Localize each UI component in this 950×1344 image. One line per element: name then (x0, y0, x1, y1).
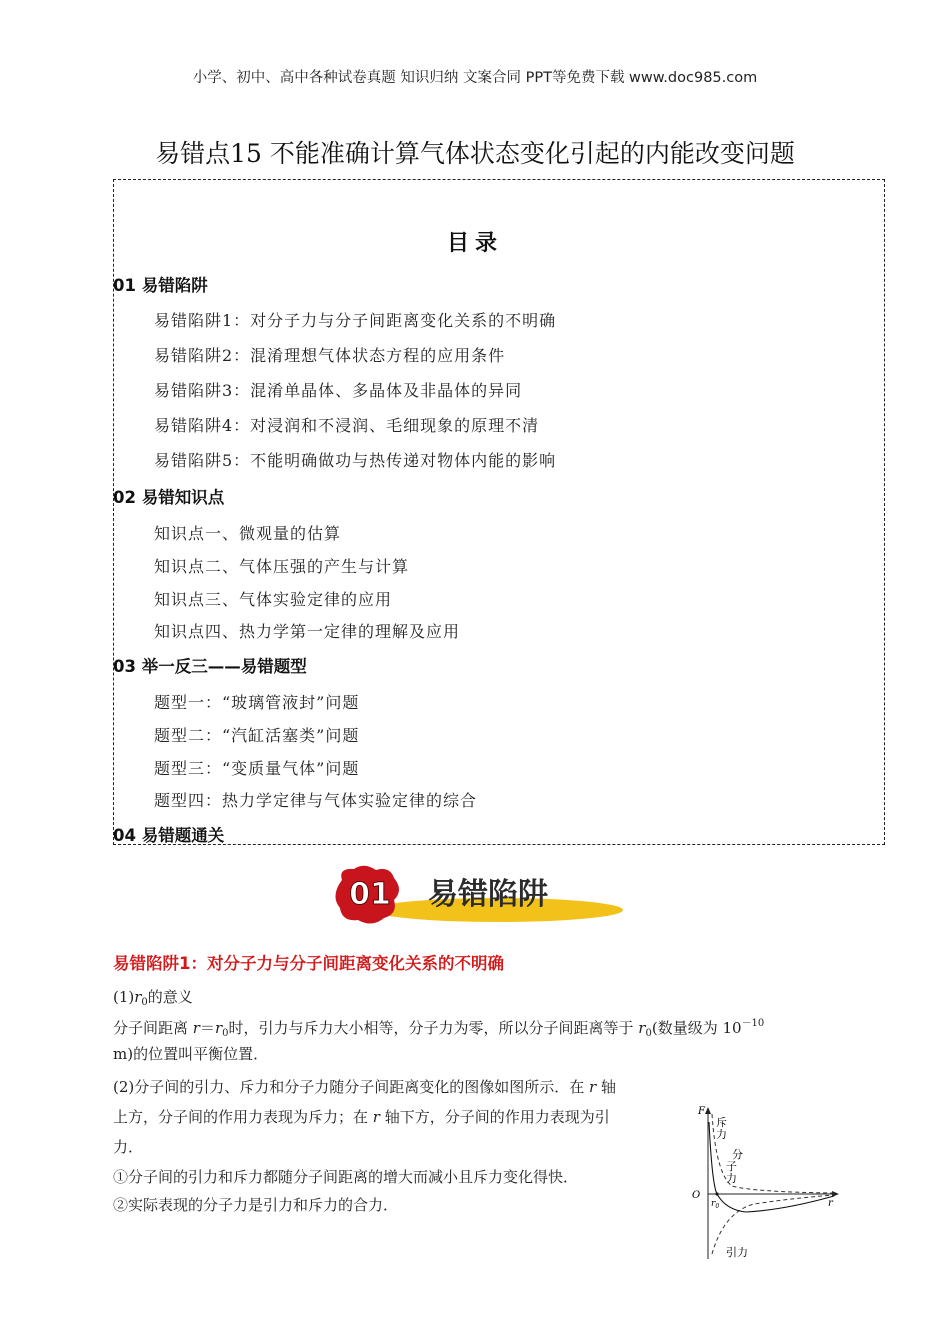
net-force-label: 子 (726, 1160, 737, 1173)
banner-title: 易错陷阱 (428, 877, 548, 912)
toc-heading: 目录 (446, 231, 503, 256)
toc-section-01[interactable]: 01 易错陷阱 (113, 276, 208, 295)
toc-item[interactable]: 题型一：“玻璃管液封”问题 (154, 693, 360, 712)
repulsion-label: 力 (716, 1128, 727, 1141)
origin-label: O (692, 1190, 701, 1201)
document-title: 易错点15 不能准确计算气体状态变化引起的内能改变问题 (155, 139, 795, 168)
toc-section-02[interactable]: 02 易错知识点 (113, 488, 225, 507)
toc-section-03[interactable]: 03 举一反三——易错题型 (113, 657, 307, 676)
toc-section-04[interactable]: 04 易错题通关 (113, 826, 225, 845)
toc-item[interactable]: 易错陷阱1：对分子力与分子间距离变化关系的不明确 (154, 311, 557, 330)
paragraph: m)的位置叫平衡位置． (113, 1045, 269, 1063)
toc-item[interactable]: 易错陷阱3：混淆单晶体、多晶体及非晶体的异同 (154, 381, 523, 400)
paragraph: 力． (113, 1138, 144, 1156)
molecular-force-figure (684, 1104, 844, 1264)
banner-number: 01 (349, 877, 391, 912)
r0-label: $r_0$ (711, 1199, 720, 1210)
page-header: 小学、初中、高中各种试卷真题 知识归纳 文案合同 PPT等免费下载 www.doc985.com (192, 70, 758, 86)
paragraph: 上方，分子间的作用力表现为斥力；在 r 轴下方，分子间的作用力表现为引 (113, 1108, 610, 1126)
toc-item[interactable]: 知识点三、气体实验定律的应用 (154, 590, 393, 609)
y-axis-label: F (698, 1106, 705, 1117)
paragraph: ①分子间的引力和斥力都随分子间距离的增大而减小且斥力变化得快． (113, 1168, 579, 1186)
toc-item[interactable]: 知识点一、微观量的估算 (154, 524, 342, 543)
toc-item[interactable]: 易错陷阱2：混淆理想气体状态方程的应用条件 (154, 346, 506, 365)
toc-item[interactable]: 知识点二、气体压强的产生与计算 (154, 557, 410, 576)
repulsion-label: 斥 (716, 1116, 727, 1129)
toc-item[interactable]: 易错陷阱5：不能明确做功与热传递对物体内能的影响 (154, 451, 557, 470)
paragraph: (2)分子间的引力、斥力和分子力随分子间距离变化的图像如图所示．在 r 轴 (113, 1078, 616, 1096)
toc-item[interactable]: 题型二：“汽缸活塞类”问题 (154, 726, 360, 745)
net-force-label: 力 (726, 1172, 737, 1185)
y-axis-arrow (705, 1107, 711, 1114)
toc-item[interactable]: 题型四：热力学定律与气体实验定律的综合 (154, 791, 478, 810)
pitfall-1-heading: 易错陷阱1：对分子力与分子间距离变化关系的不明确 (113, 954, 504, 973)
x-axis-label: r (828, 1198, 833, 1209)
toc-item[interactable]: 题型三：“变质量气体”问题 (154, 759, 360, 778)
section-banner (328, 860, 628, 930)
toc-item[interactable]: 知识点四、热力学第一定律的理解及应用 (154, 622, 461, 641)
attraction-label: 引力 (726, 1246, 748, 1259)
paragraph: 分子间距离 $r=r_0$时，引力与斥力大小相等，分子力为零，所以分子间距离等于 $r_0$(数量级为 $10^{-10}$ (113, 1018, 765, 1039)
paragraph: ②实际表现的分子力是引力和斥力的合力． (113, 1196, 399, 1214)
paragraph: $(1)r_0$的意义 (113, 988, 193, 1008)
net-force-label: 分 (732, 1148, 743, 1161)
toc-item[interactable]: 易错陷阱4：对浸润和不浸润、毛细现象的原理不清 (154, 416, 540, 435)
